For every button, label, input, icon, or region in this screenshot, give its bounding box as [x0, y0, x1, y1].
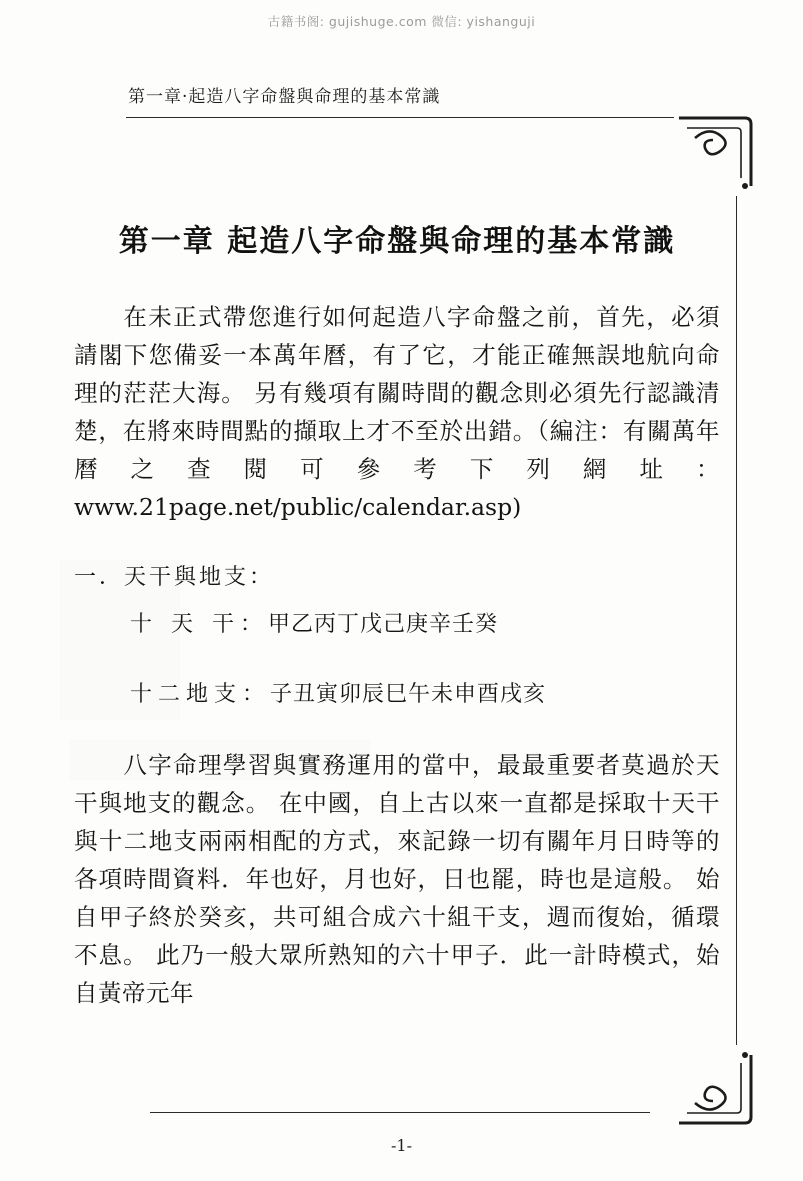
- list-item-twelve-earthly-branches: [74, 677, 720, 712]
- body-paragraph-1: [74, 298, 720, 526]
- ten-stems-value: 甲乙丙丁戊己庚辛壬癸: [268, 612, 499, 638]
- twelve-branches-label: 十二地支：: [130, 681, 271, 707]
- header-rule: [126, 117, 674, 118]
- page-title: 第一章 起造八字命盤與命理的基本常識: [118, 224, 676, 259]
- twelve-branches-value: 子丑寅卯辰巳午未申酉戌亥: [270, 681, 547, 707]
- ornament-corner-bottom-right: [675, 1049, 755, 1129]
- ornament-corner-top-right: [675, 112, 755, 192]
- section-heading-tiangan-dizhi: 一．天干與地支：: [74, 565, 275, 591]
- footer-rule: [150, 1112, 650, 1113]
- list-item-ten-heavenly-stems: [74, 607, 720, 642]
- site-watermark: 古籍书阁: gujishuge.com 微信: yishanguji: [267, 14, 536, 29]
- running-header: 第一章·起造八字命盤與命理的基本常識: [128, 87, 441, 107]
- page-number: -1-: [391, 1136, 412, 1155]
- side-rule: [736, 196, 737, 1045]
- paragraph-1-text: 在未正式帶您進行如何起造八字命盤之前，首先，必須請閣下您備妥一本萬年曆，有了它，才能正確無誤地航向命理的茫茫大海。 另有幾項有關時間的觀念則必須先行認識清楚，在將來時間點的擷取上才不至於出錯。（編注：有關萬年曆之查閱可參考下列網址：: [74, 303, 720, 484]
- page-content: [74, 216, 720, 1038]
- body-paragraph-2: 八字命理學習與實務運用的當中，最最重要者莫過於天干與地支的觀念。 在中國，自上古以來一直都是採取十天干與十二地支兩兩相配的方式，來記錄一切有關年月日時等的各項時間資料．年也好，月也好，日也罷，時也是這般。 始自甲子終於癸亥，共可組合成六十組干支，週而復始，循環不息。 此乃一般大眾所熟知的六十甲子．此一計時模式，始自黃帝元年: [74, 750, 720, 1008]
- ten-stems-label: 十 天 干：: [130, 612, 268, 638]
- calendar-url: www.21page.net/public/calendar.asp): [74, 493, 522, 522]
